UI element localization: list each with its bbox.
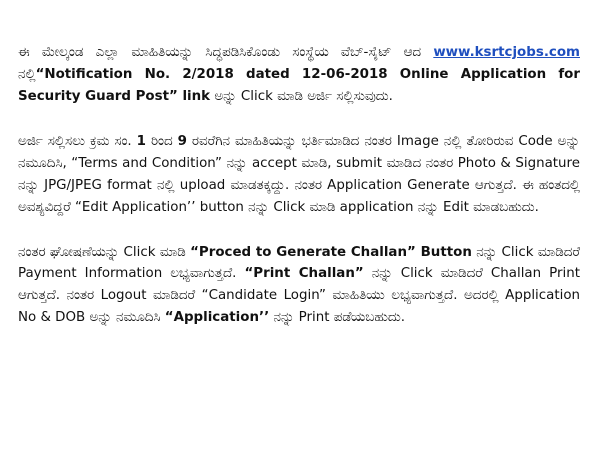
step-start-number: 1 <box>136 134 146 150</box>
notification-title: “Notification No. 2/2018 dated 12-06-2018 Online Application for Security Guard Post” link <box>18 66 580 104</box>
ksrtcjobs-link[interactable]: www.ksrtcjobs.com <box>433 45 580 60</box>
text-segment: ನಂತರ ಘೋಷಣೆಯನ್ನು Click ಮಾಡಿ <box>18 244 191 260</box>
print-challan-label: “Print Challan” <box>244 266 364 282</box>
application-label: “Application’’ <box>164 309 270 325</box>
text-segment: ಅರ್ಜಿ ಸಲ್ಲಿಸಲು ಕ್ರಮ ಸಂ. <box>18 134 137 150</box>
generate-challan-label: “Proced to Generate Challan” Button <box>190 244 472 260</box>
text-segment: ರವರೆಗಿನ ಮಾಹಿತಿಯನ್ನು ಭರ್ತಿಮಾಡಿದ ನಂತರ Image ನಲ್ಲಿ ತೋರಿರುವ Code ಅನ್ನು ನಮೂದಿಸಿ, “Terms and Condition” ನನ್ನು accept ಮಾಡಿ, submit ಮಾಡಿದ ನಂತರ Photo & Signature ನನ್ನು JPG/JPEG format ನಲ್ಲಿ upload ಮಾಡತಕ್ಕದ್ದು. ನಂತರ Application Generate ಆಗುತ್ತದೆ. ಈ ಹಂತದಲ್ಲಿ ಅವಶ್ಯವಿದ್ದರೆ “Edit Application’’ button ನನ್ನು Click ಮಾಡಿ application ನನ್ನು Edit ಮಾಡಬಹುದು. <box>18 134 581 215</box>
text-segment: ಈ ಮೇಲ್ಕಂಡ ಎಲ್ಲಾ ಮಾಹಿತಿಯನ್ನು ಸಿದ್ಧಪಡಿಸಿಕೊಂಡು ಸಂಸ್ಥೆಯ ವೆಬ್-ಸೈಟ್ ಆದ <box>18 45 434 60</box>
text-segment: ನನ್ನು Click ಮಾಡಿದರೆ Payment Information ಲಭ್ಯವಾಗುತ್ತದೆ. <box>18 244 580 282</box>
step-end-number: 9 <box>177 134 187 150</box>
document-body <box>18 42 580 353</box>
text-segment: ನಲ್ಲಿ <box>18 66 36 82</box>
text-segment: ನನ್ನು Print ಪಡೆಯಬಹುದು. <box>269 309 406 325</box>
text-segment: ನನ್ನು Click ಮಾಡಿದರೆ Challan Print ಆಗುತ್ತದೆ. ನಂತರ Logout ಮಾಡಿದರೆ “Candidate Login” ಮಾಹಿತಿಯು ಲಭ್ಯವಾಗುತ್ತದೆ. ಅದರಲ್ಲಿ Application No & DOB ಅನ್ನು ನಮೂದಿಸಿ <box>18 266 580 325</box>
paragraph-application-steps <box>18 131 580 218</box>
paragraph-challan-steps <box>18 242 580 329</box>
text-segment: ರಿಂದ <box>145 134 178 150</box>
text-segment: ಅನ್ನು Click ಮಾಡಿ ಅರ್ಜಿ ಸಲ್ಲಿಸುವುದು. <box>210 88 393 104</box>
paragraph-submission-link <box>18 42 580 107</box>
